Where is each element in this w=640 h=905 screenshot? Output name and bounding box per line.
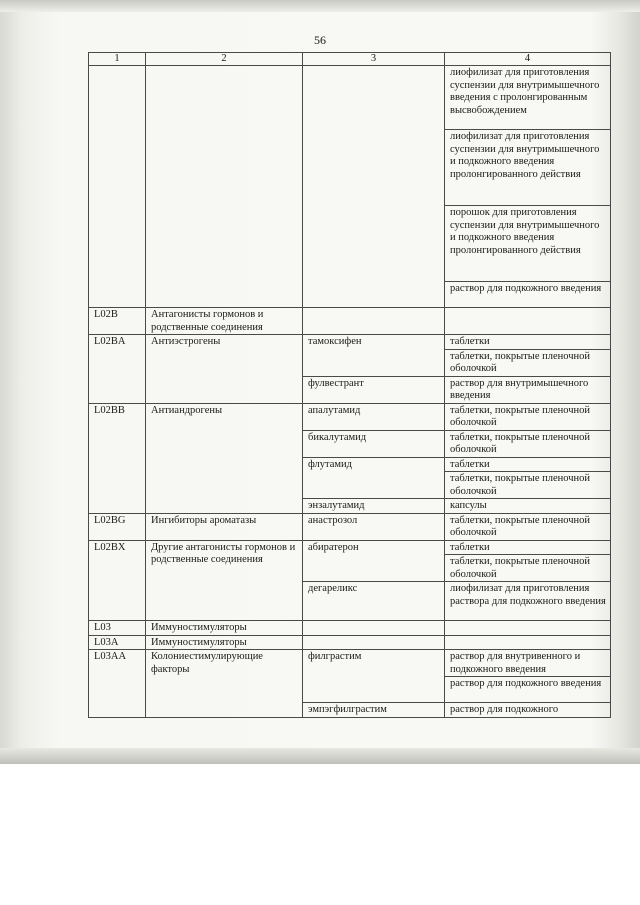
drug-cell: филграстим	[303, 650, 445, 703]
table-row	[89, 540, 611, 555]
drug-cell: абиратерон	[303, 540, 445, 582]
form-cell: лиофилизат для приготовления суспензии для внутримышечного и подкожного введения пролонгированного действия	[445, 130, 611, 206]
form-cell: лиофилизат для приготовления раствора для подкожного введения	[445, 582, 611, 621]
code-cell: L03	[89, 621, 146, 636]
group-cell: Антагонисты гормонов и родственные соединения	[146, 308, 303, 335]
group-cell: Ингибиторы ароматазы	[146, 513, 303, 540]
table-row	[89, 650, 611, 677]
code-cell: L03A	[89, 635, 146, 650]
form-cell: таблетки	[445, 457, 611, 472]
form-cell: капсулы	[445, 499, 611, 514]
column-header: 4	[445, 53, 611, 66]
table-row	[89, 621, 611, 636]
code-cell: L02BB	[89, 403, 146, 513]
form-cell: таблетки, покрытые пленочной оболочкой	[445, 349, 611, 376]
drug-cell: тамоксифен	[303, 335, 445, 377]
drug-cell	[303, 635, 445, 650]
group-cell	[146, 66, 303, 308]
page-number: 56	[314, 33, 326, 47]
form-cell: таблетки	[445, 335, 611, 350]
group-cell: Антиандрогены	[146, 403, 303, 513]
code-cell: L02BX	[89, 540, 146, 621]
drug-cell: фулвестрант	[303, 376, 445, 403]
drug-cell: бикалутамид	[303, 430, 445, 457]
code-cell	[89, 66, 146, 308]
drug-cell	[303, 308, 445, 335]
form-cell: таблетки, покрытые пленочной оболочкой	[445, 403, 611, 430]
group-cell: Иммуностимуляторы	[146, 621, 303, 636]
form-cell: лиофилизат для приготовления суспензии для внутримышечного введения с пролонгированным высвобождением	[445, 66, 611, 130]
drug-cell	[303, 66, 445, 308]
table-row	[89, 335, 611, 350]
code-cell: L02B	[89, 308, 146, 335]
column-header: 2	[146, 53, 303, 66]
form-cell: таблетки, покрытые пленочной оболочкой	[445, 555, 611, 582]
column-header: 3	[303, 53, 445, 66]
group-cell: Иммуностимуляторы	[146, 635, 303, 650]
group-cell: Колониестимулирующие факторы	[146, 650, 303, 718]
form-cell: таблетки, покрытые пленочной оболочкой	[445, 513, 611, 540]
form-cell: порошок для приготовления суспензии для внутримышечного и подкожного введения пролонгированного действия	[445, 206, 611, 282]
code-cell: L02BG	[89, 513, 146, 540]
form-cell: таблетки, покрытые пленочной оболочкой	[445, 430, 611, 457]
code-cell: L03AA	[89, 650, 146, 718]
form-cell: таблетки	[445, 540, 611, 555]
column-header: 1	[89, 53, 146, 66]
table-row	[89, 308, 611, 335]
group-cell: Антиэстрогены	[146, 335, 303, 404]
form-cell: раствор для внутримышечного введения	[445, 376, 611, 403]
code-cell: L02BA	[89, 335, 146, 404]
form-cell	[445, 635, 611, 650]
table-row	[89, 66, 611, 130]
group-cell: Другие антагонисты гормонов и родственные соединения	[146, 540, 303, 621]
form-cell: раствор для подкожного	[445, 703, 611, 718]
form-cell	[445, 621, 611, 636]
form-cell: раствор для внутривенного и подкожного введения	[445, 650, 611, 677]
drug-cell: анастрозол	[303, 513, 445, 540]
drug-cell: дегареликс	[303, 582, 445, 621]
drug-table	[88, 52, 611, 718]
drug-cell: апалутамид	[303, 403, 445, 430]
form-cell	[445, 308, 611, 335]
drug-cell: флутамид	[303, 457, 445, 499]
form-cell: раствор для подкожного введения	[445, 677, 611, 703]
table-row	[89, 403, 611, 430]
drug-cell: энзалутамид	[303, 499, 445, 514]
form-cell: раствор для подкожного введения	[445, 282, 611, 308]
drug-cell	[303, 621, 445, 636]
scan-bottom-edge	[0, 748, 640, 764]
drug-cell: эмпэгфилграстим	[303, 703, 445, 718]
header-row	[89, 53, 611, 66]
scan-top-edge	[0, 0, 640, 12]
table-row	[89, 513, 611, 540]
table-row	[89, 635, 611, 650]
form-cell: таблетки, покрытые пленочной оболочкой	[445, 472, 611, 499]
